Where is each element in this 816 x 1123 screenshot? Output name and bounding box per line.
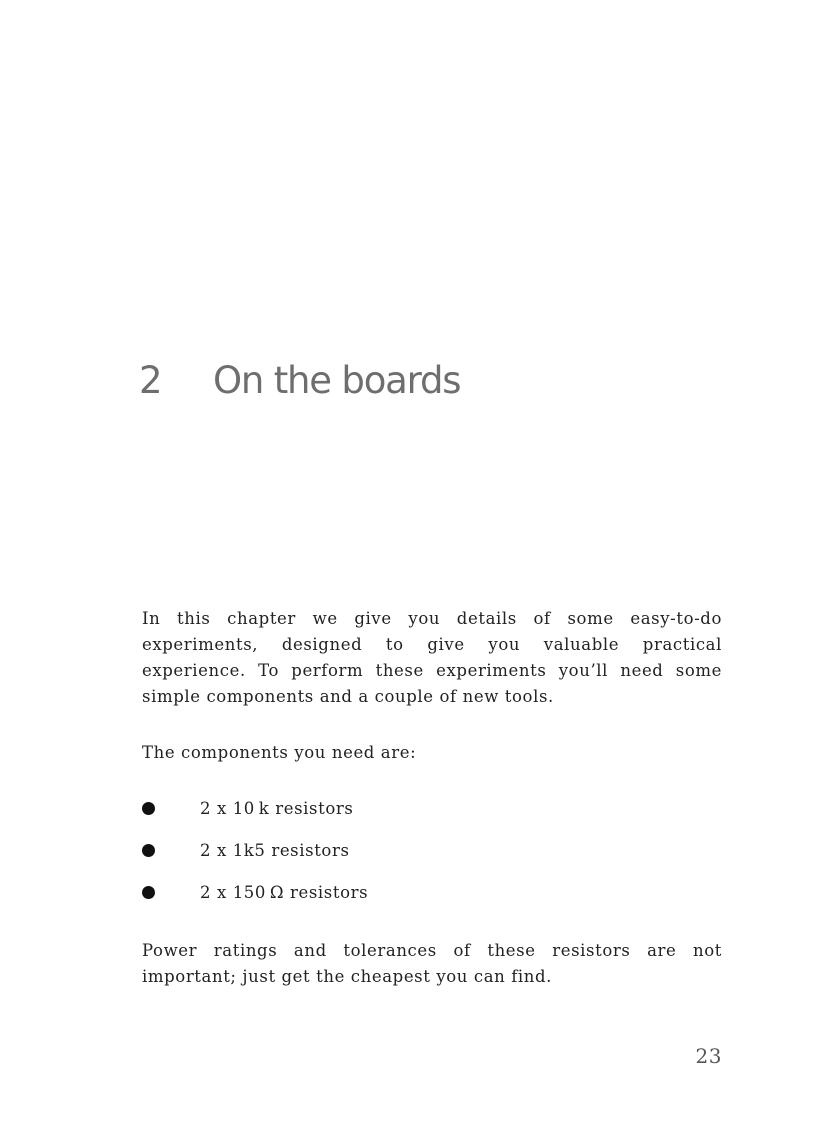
list-item [142,838,722,880]
closing-paragraph: Power ratings and tolerances of these resistors are not important; just get the cheapest you can find. [142,941,722,986]
bullet-icon [142,886,155,899]
bullet-icon [142,802,155,815]
intro-paragraph: In this chapter we give you details of some easy-to-do experiments, designed to give you valuable practical experience. To perform these experiments you’ll need some simple components and a couple of new tools. [142,609,722,706]
page-number: 23 [695,1044,722,1068]
chapter-title: On the boards [213,359,461,402]
list-item-text: 2 x 10 k resistors [200,799,354,818]
list-item-text: 2 x 1k5 resistors [200,841,350,860]
list-item-text: 2 x 150 Ω resistors [200,883,369,902]
chapter-heading [139,359,461,402]
bullet-icon [142,844,155,857]
components-list [142,796,722,922]
list-item [142,880,722,922]
components-lead: The components you need are: [142,743,417,762]
chapter-number: 2 [139,359,162,402]
list-item [142,796,722,838]
